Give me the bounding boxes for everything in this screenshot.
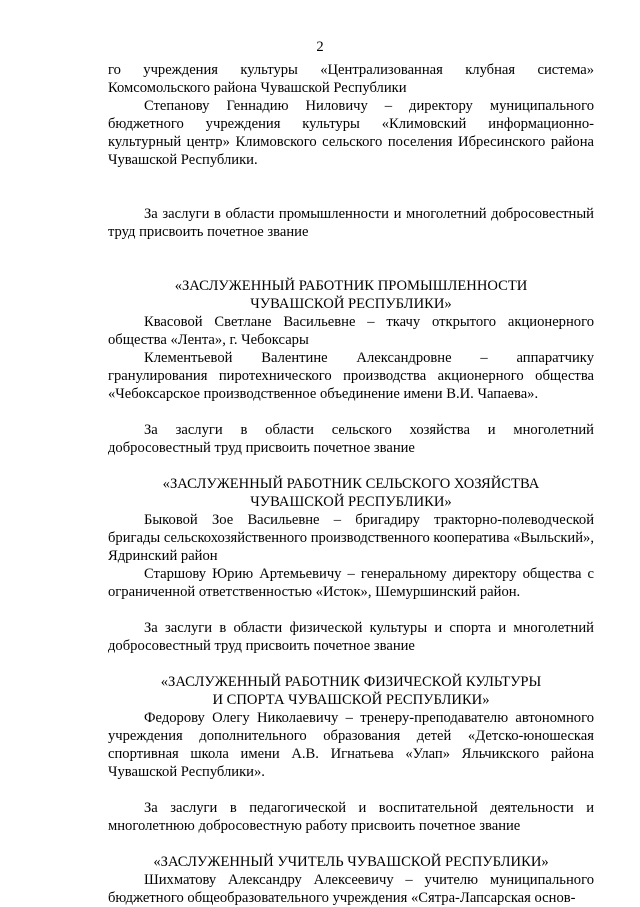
heading-title-line2: ЧУВАШСКОЙ РЕСПУБЛИКИ»: [250, 296, 452, 312]
heading-title-line1: «ЗАСЛУЖЕННЫЙ РАБОТНИК СЕЛЬСКОГО ХОЗЯЙСТВА: [162, 476, 540, 492]
heading-title: «ЗАСЛУЖЕННЫЙ УЧИТЕЛЬ ЧУВАШСКОЙ РЕСПУБЛИКИ»: [153, 854, 549, 870]
page-number: 2: [316, 39, 324, 55]
paragraph-award-intro: За заслуги в области сельского хозяйства и многолетний добросовестный труд присвоить почетное звание: [108, 422, 594, 456]
heading-title-line1: «ЗАСЛУЖЕННЫЙ РАБОТНИК ПРОМЫШЛЕННОСТИ: [174, 278, 528, 294]
paragraph-award-intro: За заслуги в педагогической и воспитательной деятельности и многолетнюю добросовестную работу присвоить почетное звание: [108, 800, 594, 834]
heading-title-line2: И СПОРТА ЧУВАШСКОЙ РЕСПУБЛИКИ»: [212, 692, 490, 708]
paragraph-award-entry: Квасовой Светлане Васильевне – ткачу открытого акционерного общества «Лента», г. Чебоксары: [108, 314, 594, 348]
paragraph-award-entry: Шихматову Александру Алексеевичу – учителю муниципального бюджетного общеобразовательного учреждения «Сятра-Лапсарская основ-: [108, 872, 594, 906]
paragraph-award-entry: Клементьевой Валентине Александровне – аппаратчику гранулирования пиротехнического производства акционерного общества «Чебоксарское производственное объединение имени В.И. Чапаева».: [108, 350, 594, 402]
paragraph-award-entry: Старшову Юрию Артемьевичу – генеральному директору общества с ограниченной ответственностью «Исток», Шемуршинский район.: [108, 566, 594, 600]
paragraph-award-entry: Степанову Геннадию Ниловичу – директору муниципального бюджетного учреждения культуры «Климовский информационно-культурный центр» Климовского сельского поселения Ибресинского района Чувашской Республики.: [108, 98, 594, 168]
document-body: [108, 61, 594, 907]
heading-title-line2: ЧУВАШСКОЙ РЕСПУБЛИКИ»: [250, 494, 452, 510]
paragraph-award-entry: Быковой Зое Васильевне – бригадиру тракторно-полеводческой бригады сельскохозяйственного производственного кооператива «Выльский», Ядринский район: [108, 512, 594, 564]
paragraph-award-intro: За заслуги в области физической культуры и спорта и многолетний добросовестный труд присвоить почетное звание: [108, 620, 594, 654]
heading-title-line1: «ЗАСЛУЖЕННЫЙ РАБОТНИК ФИЗИЧЕСКОЙ КУЛЬТУРЫ: [160, 674, 542, 690]
paragraph-continuation: го учреждения культуры «Централизованная клубная система» Комсомольского района Чувашской Республики: [108, 62, 594, 96]
paragraph-award-intro: За заслуги в области промышленности и многолетний добросовестный труд присвоить почетное звание: [108, 206, 594, 240]
paragraph-award-entry: Федорову Олегу Николаевичу – тренеру-преподавателю автономного учреждения дополнительного образования детей «Детско-юношеская спортивная школа имени А.В. Игнатьева «Улап» Яльчикского района Чувашской Республики».: [108, 710, 594, 780]
